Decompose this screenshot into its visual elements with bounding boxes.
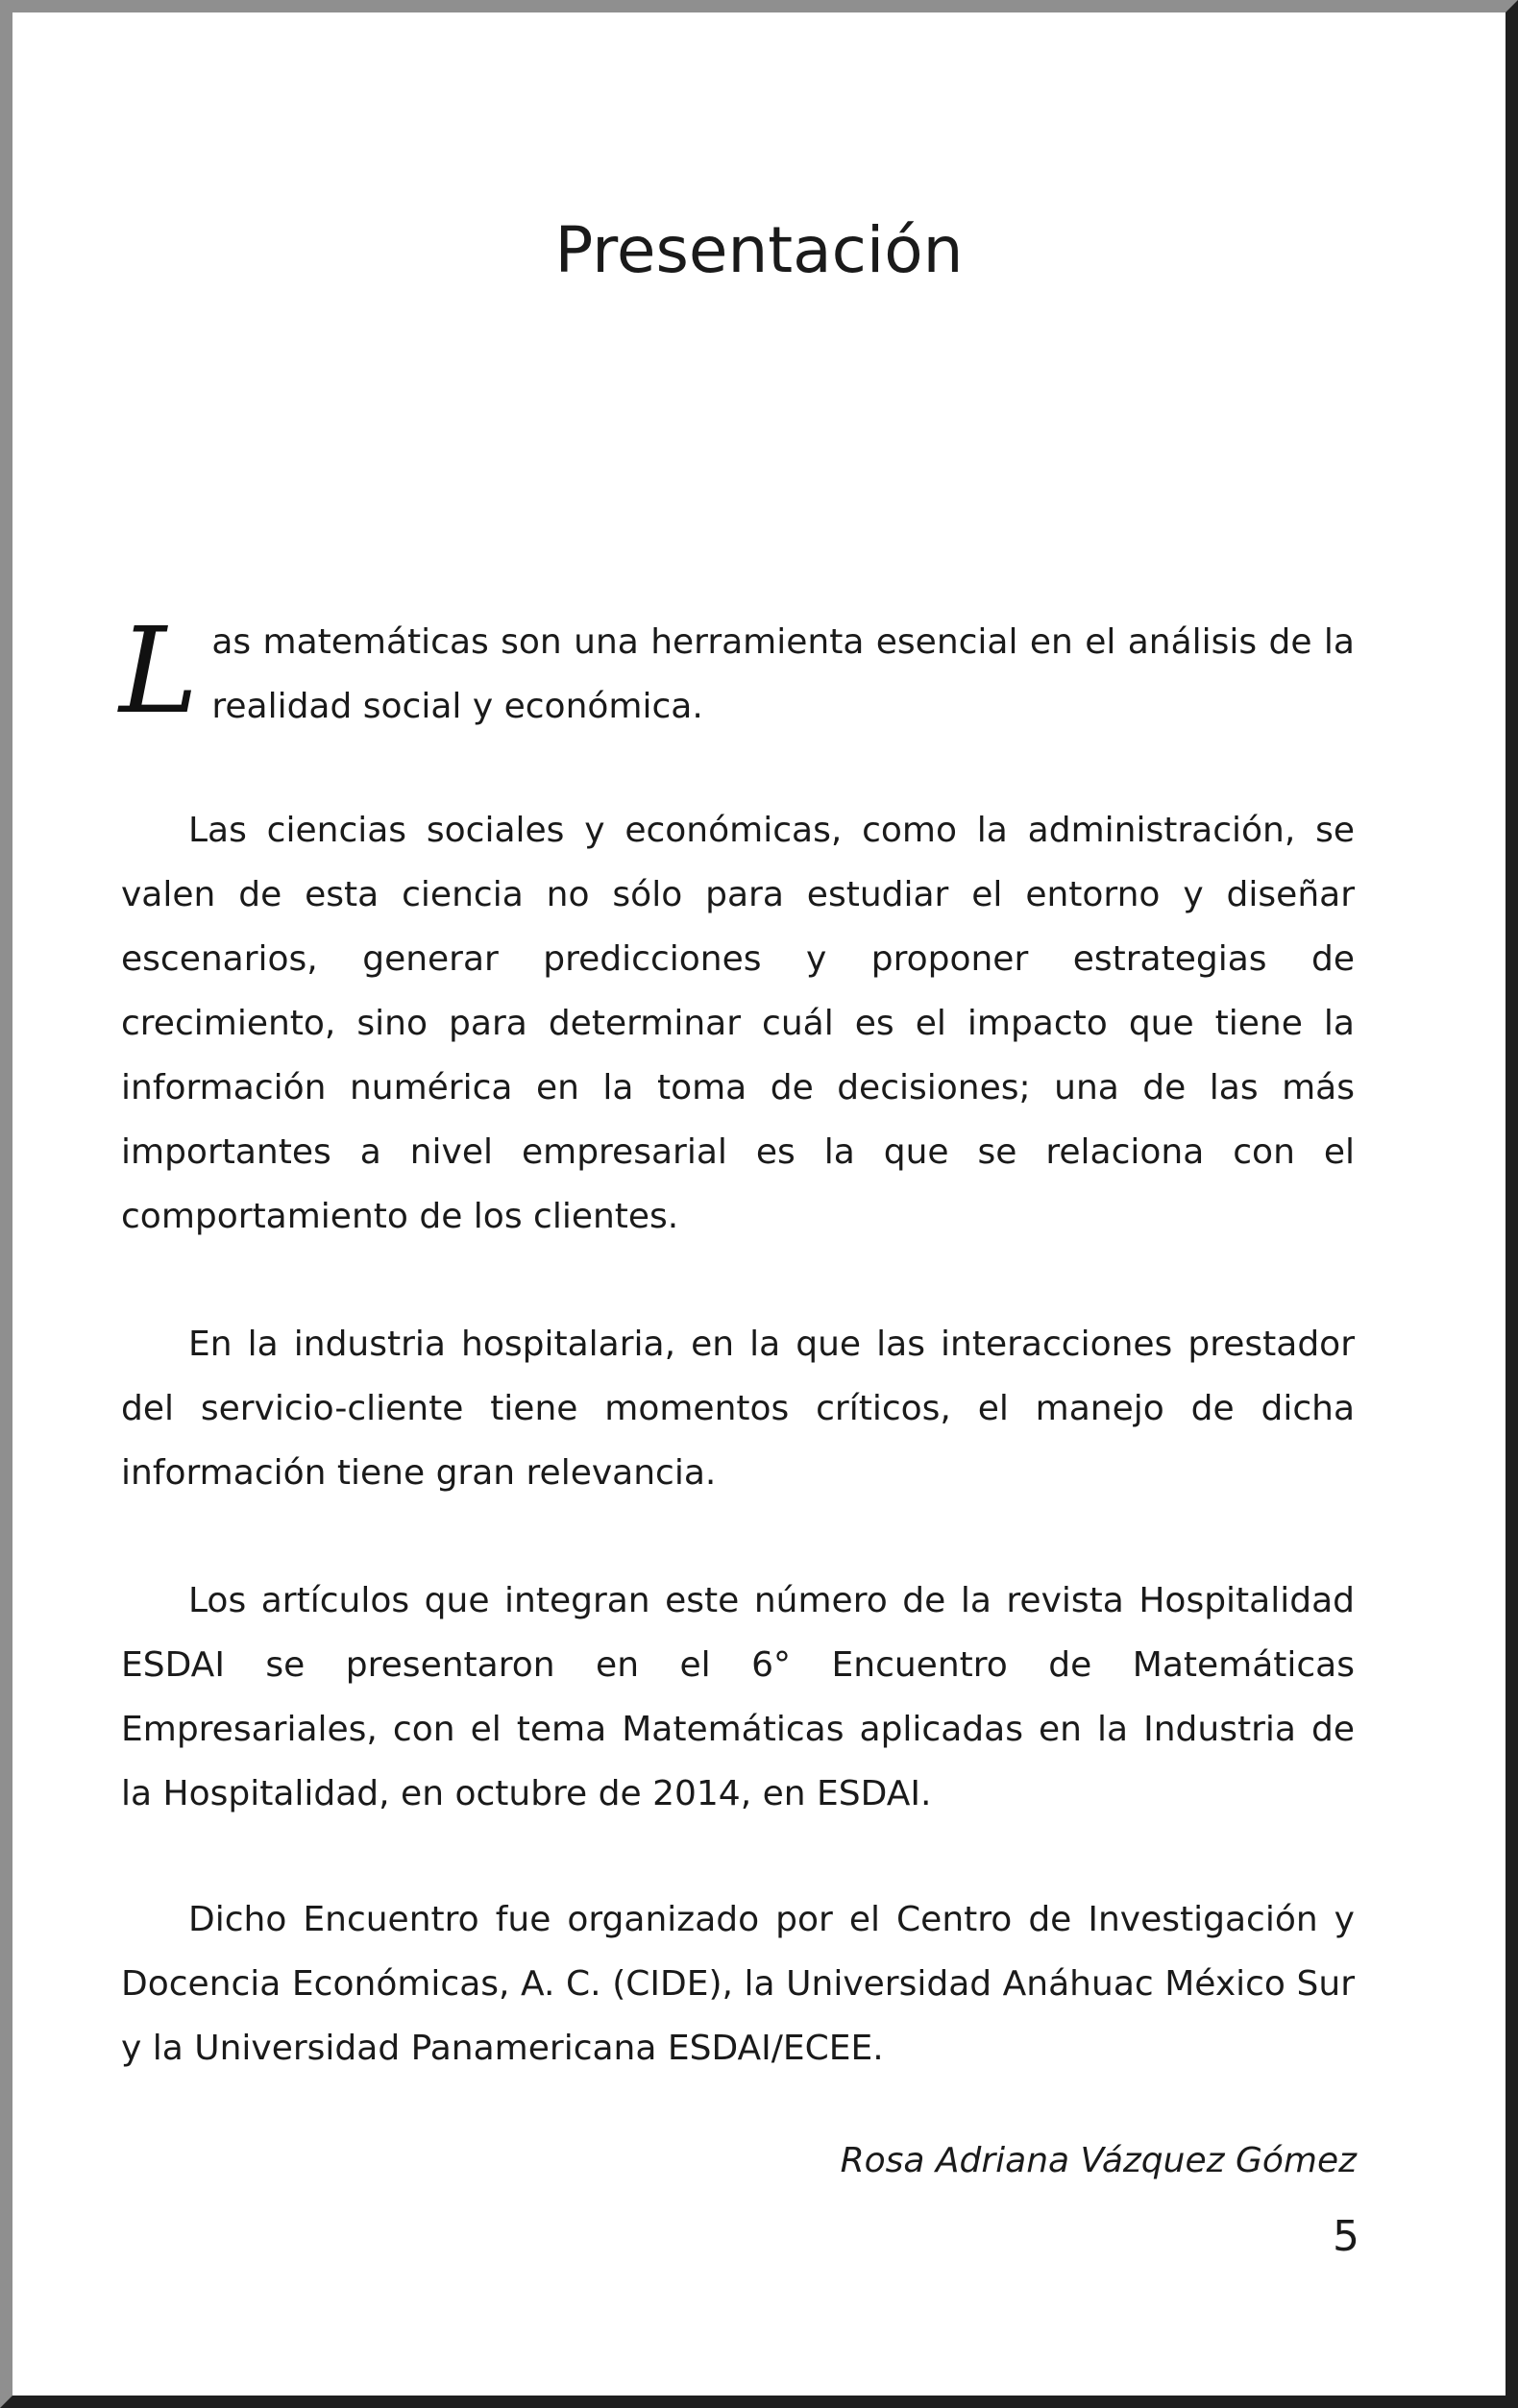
intro-paragraph [119, 602, 1355, 741]
paragraph-encuentro: Dicho Encuentro fue organizado por el Centro de Investigación y Docencia Económicas, A. C. (CIDE), la Universidad Anáhuac México Sur y la Universidad Panamericana ESDAI/ECEE. [121, 1900, 1355, 2068]
page-title: Presentación [554, 213, 964, 287]
paragraph-articulos: Los artículos que integran este número de la revista Hospitalidad ESDAI se presentaron en el 6° Encuentro de Matemáticas Empresariales, con el tema Matemáticas aplicadas en la Industria de la Hospitalidad, en octubre de 2014, en ESDAI. [121, 1581, 1355, 1813]
drop-cap: L [119, 602, 199, 741]
intro-text: as matemáticas son una herramienta esencial en el análisis de la realidad social y económica. [211, 622, 1355, 726]
author-signature: Rosa Adriana Vázquez Gómez [840, 2141, 1357, 2180]
page-number: 5 [1333, 2212, 1359, 2261]
paragraph-ciencias-sociales: Las ciencias sociales y económicas, como la administración, se valen de esta ciencia no sólo para estudiar el entorno y diseñar escenarios, generar predicciones y proponer estrategias de crecimiento, sino para determinar cuál es el impacto que tiene la información numérica en la toma de decisiones; una de las más importantes a nivel empresarial es la que se relaciona con el comportamiento de los clientes. [121, 811, 1355, 1236]
paragraph-industria-hospitalaria: En la industria hospitalaria, en la que las interacciones prestador del servicio-cliente tiene momentos críticos, el manejo de dicha información tiene gran relevancia. [121, 1325, 1355, 1493]
